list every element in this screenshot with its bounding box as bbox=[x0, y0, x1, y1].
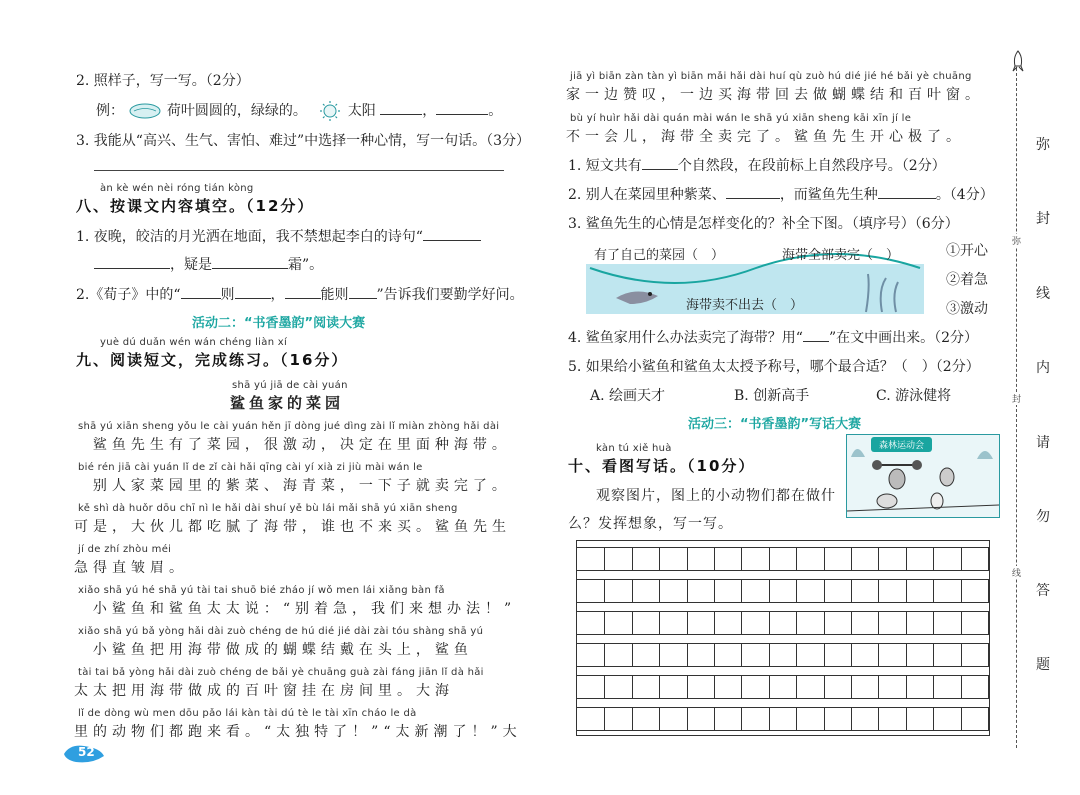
grid-row bbox=[577, 643, 989, 667]
grid-cell[interactable] bbox=[906, 644, 934, 666]
grid-cell[interactable] bbox=[659, 676, 687, 698]
sun-label: 太阳 bbox=[347, 103, 376, 119]
xunzi-blank-2[interactable] bbox=[235, 286, 271, 299]
story-text-line: 可是，大伙儿都吃腻了海带，谁也不来买。鲨鱼先生 bbox=[74, 519, 511, 535]
example-text: 荷叶圆圆的，绿绿的。 bbox=[166, 103, 307, 119]
activity-3-title: 活动三：“书香墨韵”写话大赛 bbox=[688, 417, 862, 432]
grid-cell[interactable] bbox=[878, 580, 906, 602]
grid-cell[interactable] bbox=[769, 644, 797, 666]
grid-cell[interactable] bbox=[906, 612, 934, 634]
poem-blank-1[interactable] bbox=[423, 228, 481, 241]
story-pinyin-line: shā yú xiān sheng yǒu le cài yuán hěn jī dòng jué dìng zài lǐ miàn zhòng hǎi dài bbox=[78, 421, 500, 432]
xunzi-blank-1[interactable] bbox=[181, 286, 221, 299]
grid-cell[interactable] bbox=[741, 708, 769, 730]
grid-cell[interactable] bbox=[741, 644, 769, 666]
binding-warning-char: 答 bbox=[1036, 583, 1050, 599]
story-text-line: 急得直皱眉。 bbox=[74, 560, 188, 576]
grid-cell[interactable] bbox=[851, 644, 879, 666]
grid-cell[interactable] bbox=[604, 548, 632, 570]
grid-row bbox=[577, 675, 989, 699]
choice-a[interactable]: A. 绘画天才 bbox=[590, 388, 666, 404]
grid-cell[interactable] bbox=[878, 708, 906, 730]
story-pinyin-line: jiā yì biān zàn tàn yì biān mǎi hǎi dài huí qù zuò hú dié jié hé bǎi yè chuāng bbox=[570, 71, 972, 82]
mood-option-2: ②着急 bbox=[946, 272, 988, 288]
s10-pinyin: kàn tú xiě huà bbox=[596, 443, 672, 454]
picture-banner: 森林运动会 bbox=[871, 437, 932, 452]
r-q2 bbox=[568, 184, 994, 204]
sports-meet-picture bbox=[846, 434, 1000, 518]
grid-cell[interactable] bbox=[906, 548, 934, 570]
writing-grid[interactable] bbox=[576, 540, 990, 736]
grid-cell[interactable] bbox=[796, 580, 824, 602]
grid-cell[interactable] bbox=[796, 676, 824, 698]
story-pinyin-line: kě shì dà huǒr dōu chī nì le hǎi dài shuí yě bù lái mǎi shā yú xiān sheng bbox=[78, 503, 458, 514]
grid-row bbox=[577, 579, 989, 603]
story-text-line: 小鲨鱼把用海带做成的蝴蝶结戴在头上，鲨鱼 bbox=[74, 642, 473, 658]
paragraph-count-blank[interactable] bbox=[642, 157, 678, 170]
grid-cell[interactable] bbox=[961, 612, 989, 634]
s10-title: 十、看图写话。（10分） bbox=[568, 457, 756, 475]
period: 。 bbox=[488, 103, 503, 119]
r-q4-a: 4. 鲨鱼家用什么办法卖完了海带？用“ bbox=[568, 330, 803, 346]
grid-cell[interactable] bbox=[632, 548, 660, 570]
binding-warning-char: 内 bbox=[1036, 360, 1050, 376]
r-q1 bbox=[568, 155, 946, 175]
grid-cell[interactable] bbox=[796, 708, 824, 730]
grid-cell[interactable] bbox=[632, 708, 660, 730]
grid-cell[interactable] bbox=[824, 580, 852, 602]
s8q1-text3: 霜”。 bbox=[288, 257, 324, 273]
s8q1-text1: 1. 夜晚，皎洁的月光洒在地面，我不禁想起李白的诗句“ bbox=[76, 229, 423, 245]
grid-cell[interactable] bbox=[632, 644, 660, 666]
story-pinyin-line: tài tai bǎ yòng hǎi dài zuò chéng de bǎi yè chuāng guà zài fáng jiān lǐ dà hǎi bbox=[78, 667, 484, 678]
mood-option-1: ①开心 bbox=[946, 243, 988, 259]
grid-cell[interactable] bbox=[933, 612, 961, 634]
grid-cell[interactable] bbox=[604, 708, 632, 730]
left-q3-label: 3. 我能从“高兴、生气、害怕、难过”中选择一种心情，写一句话。（3分） bbox=[76, 133, 531, 149]
grid-cell[interactable] bbox=[577, 580, 605, 602]
grid-cell[interactable] bbox=[906, 708, 934, 730]
grid-cell[interactable] bbox=[851, 548, 879, 570]
grid-cell[interactable] bbox=[687, 548, 715, 570]
grid-cell[interactable] bbox=[933, 708, 961, 730]
grid-cell[interactable] bbox=[824, 676, 852, 698]
xunzi-blank-4[interactable] bbox=[349, 286, 377, 299]
s8-title: 八、按课文内容填空。（12分） bbox=[76, 197, 315, 215]
grid-cell[interactable] bbox=[741, 612, 769, 634]
s8q2 bbox=[76, 284, 524, 304]
writing-prompt-2: 么？发挥想象，写一写。 bbox=[568, 516, 733, 532]
q3-answer-line[interactable] bbox=[94, 170, 504, 171]
grid-cell[interactable] bbox=[659, 612, 687, 634]
binding-warning-char: 请 bbox=[1036, 435, 1050, 451]
grid-cell[interactable] bbox=[714, 644, 742, 666]
grid-cell[interactable] bbox=[741, 548, 769, 570]
grid-cell[interactable] bbox=[796, 612, 824, 634]
grid-cell[interactable] bbox=[961, 548, 989, 570]
grid-cell[interactable] bbox=[906, 676, 934, 698]
grid-cell[interactable] bbox=[604, 612, 632, 634]
binding-warning-char: 弥 bbox=[1036, 137, 1050, 153]
r-q1-b: 个自然段，在段前标上自然段序号。（2分） bbox=[677, 158, 946, 174]
binding-warning-char: 勿 bbox=[1036, 509, 1050, 525]
mood-box-1[interactable]: 有了自己的菜园（ ） bbox=[594, 248, 725, 263]
grid-cell[interactable] bbox=[796, 644, 824, 666]
r-q2-b: ，而鲨鱼先生种 bbox=[779, 187, 878, 203]
writing-prompt-1: 观察图片，图上的小动物们都在做什 bbox=[596, 488, 836, 504]
binding-warning-char: 线 bbox=[1036, 286, 1050, 302]
s8q2-text-a: 2.《荀子》中的“ bbox=[76, 287, 181, 303]
rocket-icon bbox=[1012, 50, 1024, 76]
story-text-line: 不一会儿，海带全卖完了。鲨鱼先生开心极了。 bbox=[566, 129, 965, 145]
s8q1-text2: ，疑是 bbox=[170, 257, 212, 273]
grid-cell[interactable] bbox=[961, 644, 989, 666]
choice-b[interactable]: B. 创新高手 bbox=[734, 388, 810, 404]
grid-cell[interactable] bbox=[933, 548, 961, 570]
s8q2-text-b: 则 bbox=[220, 287, 235, 303]
story-title-pinyin: shā yú jiā de cài yuán bbox=[232, 380, 348, 391]
story-pinyin-line: jí de zhí zhòu méi bbox=[78, 544, 172, 555]
r-q2-a: 2. 别人在菜园里种紫菜、 bbox=[568, 187, 726, 203]
example-prefix: 例： bbox=[96, 103, 124, 119]
grid-cell[interactable] bbox=[824, 612, 852, 634]
grid-cell[interactable] bbox=[933, 644, 961, 666]
grid-cell[interactable] bbox=[659, 644, 687, 666]
grid-cell[interactable] bbox=[851, 676, 879, 698]
r-q2-c: 。（4分） bbox=[935, 187, 994, 203]
grid-cell[interactable] bbox=[769, 548, 797, 570]
sun-blank-1[interactable] bbox=[380, 102, 422, 115]
grid-cell[interactable] bbox=[878, 548, 906, 570]
grid-cell[interactable] bbox=[687, 708, 715, 730]
grid-cell[interactable] bbox=[687, 612, 715, 634]
page-number-badge bbox=[62, 742, 106, 768]
story-text-line: 里的动物们都跑来看。“太独特了！”“太新潮了！”大 bbox=[74, 724, 522, 740]
binding-warning-char: 题 bbox=[1036, 657, 1050, 673]
grid-cell[interactable] bbox=[604, 676, 632, 698]
story-text-line: 家一边赞叹，一边买海带回去做蝴蝶结和百叶窗。 bbox=[566, 87, 984, 103]
grid-cell[interactable] bbox=[687, 676, 715, 698]
grid-cell[interactable] bbox=[878, 612, 906, 634]
s9-pinyin: yuè dú duǎn wén wán chéng liàn xí bbox=[100, 337, 288, 348]
underline-mark-blank bbox=[803, 329, 829, 342]
story-pinyin-line: xiǎo shā yú hé shā yú tài tai shuō bié zháo jí wǒ men lái xiǎng bàn fǎ bbox=[78, 585, 445, 596]
grid-cell[interactable] bbox=[878, 644, 906, 666]
r-q3-label: 3. 鲨鱼先生的心情是怎样变化的？补全下图。（填序号）（6分） bbox=[568, 216, 959, 232]
sun-blank-2[interactable] bbox=[436, 102, 488, 115]
grid-cell[interactable] bbox=[659, 708, 687, 730]
vegetable-blank-2[interactable] bbox=[878, 186, 936, 199]
mood-diagram bbox=[586, 238, 924, 314]
grid-cell[interactable] bbox=[604, 644, 632, 666]
grid-cell[interactable] bbox=[577, 644, 605, 666]
story-text-line: 别人家菜园里的紫菜、海青菜，一下子就卖完了。 bbox=[74, 478, 511, 494]
grid-cell[interactable] bbox=[577, 612, 605, 634]
grid-row bbox=[577, 611, 989, 635]
vegetable-blank-1[interactable] bbox=[726, 186, 780, 199]
poem-blank-3[interactable] bbox=[212, 256, 288, 269]
grid-cell[interactable] bbox=[659, 580, 687, 602]
grid-cell[interactable] bbox=[577, 548, 605, 570]
grid-cell[interactable] bbox=[714, 708, 742, 730]
s8q2-text-d: 能则 bbox=[320, 287, 349, 303]
s8q2-text-e: ”告诉我们要勤学好问。 bbox=[376, 287, 524, 303]
grid-cell[interactable] bbox=[824, 548, 852, 570]
r-q4 bbox=[568, 327, 978, 347]
grid-cell[interactable] bbox=[604, 580, 632, 602]
grid-cell[interactable] bbox=[577, 708, 605, 730]
story-pinyin-line: bù yí huìr hǎi dài quán mài wán le shā yú xiān sheng kāi xīn jí le bbox=[570, 113, 912, 124]
grid-cell[interactable] bbox=[933, 580, 961, 602]
grid-cell[interactable] bbox=[961, 580, 989, 602]
grid-cell[interactable] bbox=[769, 612, 797, 634]
story-pinyin-line: bié rén jiā cài yuán lǐ de zǐ cài hǎi qīng cài yí xià zi jiù mài wán le bbox=[78, 462, 423, 473]
page-number: 52 bbox=[78, 745, 95, 759]
grid-cell[interactable] bbox=[741, 676, 769, 698]
s8q1-line2 bbox=[94, 254, 323, 274]
binding-line-char: 弥 bbox=[1012, 234, 1021, 247]
binding-warning-char: 封 bbox=[1036, 211, 1050, 227]
s8q1-line1 bbox=[76, 226, 481, 246]
grid-cell[interactable] bbox=[851, 580, 879, 602]
grid-cell[interactable] bbox=[577, 676, 605, 698]
grid-cell[interactable] bbox=[878, 676, 906, 698]
grid-cell[interactable] bbox=[851, 708, 879, 730]
comma: ， bbox=[422, 103, 437, 119]
grid-cell[interactable] bbox=[632, 612, 660, 634]
binding-dash-line bbox=[1016, 68, 1017, 748]
xunzi-blank-3[interactable] bbox=[285, 286, 321, 299]
s8q2-text-c: ， bbox=[270, 287, 285, 303]
grid-cell[interactable] bbox=[687, 644, 715, 666]
mood-option-3: ③激动 bbox=[946, 301, 988, 317]
grid-cell[interactable] bbox=[824, 644, 852, 666]
story-text-line: 鲨鱼先生有了菜园，很激动，决定在里面种海带。 bbox=[74, 437, 511, 453]
grid-row bbox=[577, 547, 989, 571]
left-q2-label: 2. 照样子，写一写。（2分） bbox=[76, 73, 250, 89]
grid-cell[interactable] bbox=[961, 676, 989, 698]
grid-cell[interactable] bbox=[769, 580, 797, 602]
mood-box-3[interactable]: 海带卖不出去（ ） bbox=[686, 298, 804, 313]
mood-box-2[interactable]: 海带全部卖完（ ） bbox=[782, 248, 900, 263]
s9-title: 九、阅读短文，完成练习。（16分） bbox=[76, 351, 349, 369]
grid-cell[interactable] bbox=[741, 580, 769, 602]
story-text-line: 小鲨鱼和鲨鱼太太说：“别着急，我们来想办法！” bbox=[74, 601, 517, 617]
grid-cell[interactable] bbox=[961, 708, 989, 730]
activity-2-title: 活动二：“书香墨韵”阅读大赛 bbox=[192, 316, 366, 331]
grid-cell[interactable] bbox=[769, 708, 797, 730]
story-pinyin-line: xiǎo shā yú bǎ yòng hǎi dài zuò chéng de hú dié jié dài zài tóu shàng shā yú bbox=[78, 626, 484, 637]
grid-cell[interactable] bbox=[906, 580, 934, 602]
grid-cell[interactable] bbox=[824, 708, 852, 730]
grid-cell[interactable] bbox=[632, 580, 660, 602]
grid-cell[interactable] bbox=[687, 580, 715, 602]
grid-cell[interactable] bbox=[851, 612, 879, 634]
grid-cell[interactable] bbox=[714, 548, 742, 570]
story-pinyin-line: lǐ de dòng wù men dōu pǎo lái kàn tài dú tè le tài xīn cháo le dà bbox=[78, 708, 417, 719]
left-q2-example bbox=[96, 100, 502, 122]
grid-cell[interactable] bbox=[714, 580, 742, 602]
grid-cell[interactable] bbox=[796, 548, 824, 570]
binding-line-char: 封 bbox=[1012, 392, 1021, 405]
poem-blank-2[interactable] bbox=[94, 256, 170, 269]
binding-line-char: 线 bbox=[1012, 566, 1021, 579]
choice-c[interactable]: C. 游泳健将 bbox=[876, 388, 952, 404]
grid-cell[interactable] bbox=[933, 676, 961, 698]
story-title: 鲨鱼家的菜园 bbox=[230, 394, 345, 412]
r-q5-label: 5. 如果给小鲨鱼和鲨鱼太太授予称号，哪个最合适？（ ）（2分） bbox=[568, 359, 980, 375]
story-text-line: 太太把用海带做成的百叶窗挂在房间里。大海 bbox=[74, 683, 454, 699]
sun-icon bbox=[317, 100, 343, 122]
r-q4-b: ”在文中画出来。（2分） bbox=[828, 330, 979, 346]
grid-cell[interactable] bbox=[714, 676, 742, 698]
grid-cell[interactable] bbox=[769, 676, 797, 698]
r-q1-a: 1. 短文共有 bbox=[568, 158, 642, 174]
s8-pinyin: àn kè wén nèi róng tián kòng bbox=[100, 183, 254, 194]
grid-cell[interactable] bbox=[659, 548, 687, 570]
grid-cell[interactable] bbox=[632, 676, 660, 698]
lotus-leaf-icon bbox=[128, 102, 162, 120]
grid-row bbox=[577, 707, 989, 731]
grid-cell[interactable] bbox=[714, 612, 742, 634]
